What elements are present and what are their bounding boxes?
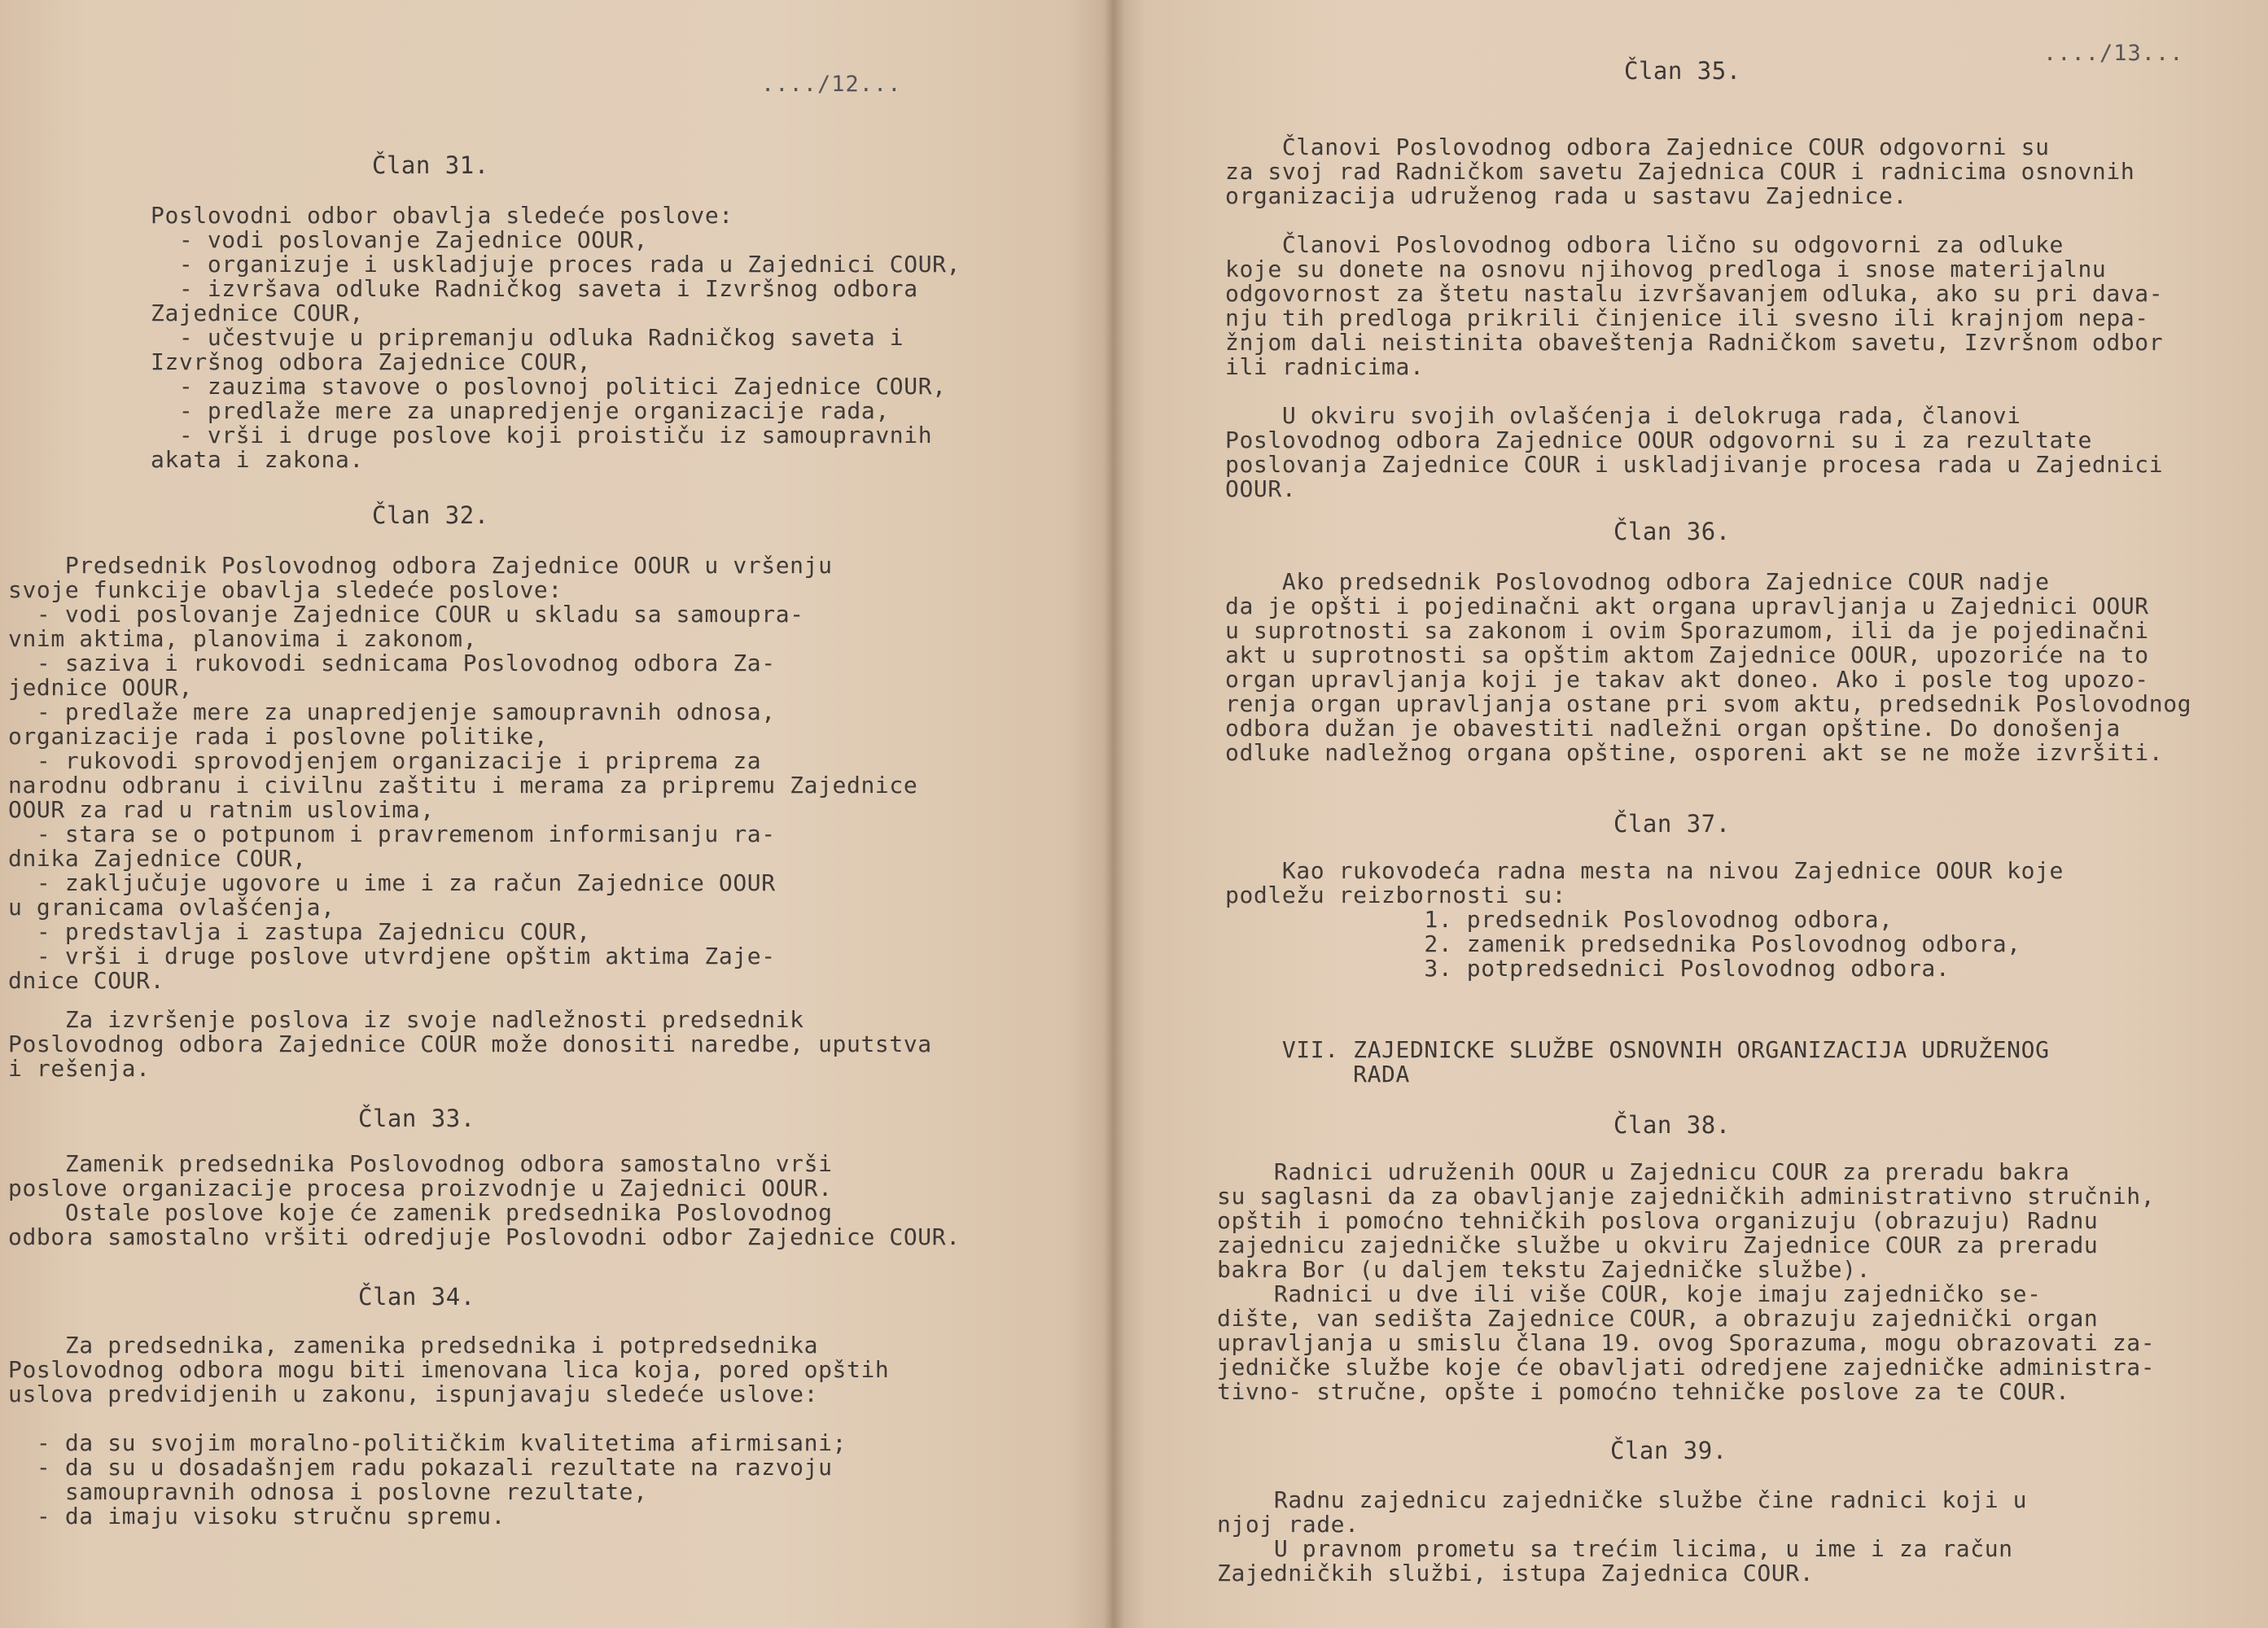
text-line: jednice OOUR,: [8, 674, 193, 701]
text-line: renja organ upravljanja ostane pri svom aktu, predsednik Poslovodnog: [1225, 690, 2192, 717]
text-line: Poslovodni odbor obavlja sledeće poslove:: [151, 202, 733, 229]
article-body: [0, 1008, 932, 1081]
text-line: dnika Zajednice COUR,: [8, 845, 307, 872]
article-heading: Član 32.: [372, 501, 489, 529]
text-line: i rešenja.: [8, 1055, 151, 1082]
text-line: - da su u dosadašnjem radu pokazali rezultate na razvoju: [8, 1454, 833, 1481]
text-line: akt u suprotnosti sa opštim aktom Zajednice OOUR, upozoriće na to: [1225, 641, 2149, 668]
article-body: [0, 554, 917, 993]
text-line: - saziva i rukovodi sednicama Poslovodnog odbora Za-: [8, 650, 776, 676]
text-line: Radnici u dve ili više COUR, koje imaju zajedničko se-: [1217, 1280, 2042, 1307]
article-body: [0, 1333, 889, 1529]
article-heading: Član 33.: [358, 1105, 475, 1132]
page-number: ..../13...: [2043, 41, 2184, 66]
text-line: Zajedničkih službi, istupa Zajednica COUR.: [1217, 1560, 1815, 1586]
text-line: samoupravnih odnosa i poslovne rezultate,: [8, 1478, 648, 1505]
text-line: poslovanja Zajednice COUR i uskladjivanje procesa rada u Zajednici: [1225, 451, 2164, 478]
text-line: 3. potpredsednici Poslovodnog odbora.: [1225, 955, 1951, 982]
text-line: - vodi poslovanje Zajednice OOUR,: [151, 226, 649, 253]
article-body: [0, 1152, 961, 1249]
section-title: [1225, 1038, 2050, 1087]
text-line: Kao rukovodeća radna mesta na nivou Zajednice OOUR koje: [1225, 857, 2064, 884]
text-line: Radnu zajednicu zajedničke službe čine radnici koji u: [1217, 1486, 2028, 1513]
text-line: [1225, 379, 2163, 404]
text-line: - organizuje i uskladjuje proces rada u Zajednici COUR,: [151, 251, 961, 278]
text-line: organizacija udruženog rada u sastavu Zajednice.: [1225, 182, 1907, 209]
text-line: svoje funkcije obavlja sledeće poslove:: [8, 576, 563, 603]
text-line: ili radnicima.: [1225, 353, 1425, 380]
text-line: - zaključuje ugovore u ime i za račun Zajednice OOUR: [8, 869, 776, 896]
text-line: Ostale poslove koje će zamenik predsednika Poslovodnog: [8, 1199, 833, 1226]
article-body: [1225, 570, 2191, 765]
text-line: akata i zakona.: [151, 446, 364, 473]
text-line: organizacije rada i poslovne politike,: [8, 723, 549, 750]
text-line: Članovi Poslovodnog odbora lično su odgovorni za odluke: [1225, 231, 2064, 258]
text-line: nju tih predloga prikrili činjenice ili svesno ili krajnjom nepa-: [1225, 304, 2149, 331]
text-line: vnim aktima, planovima i zakonom,: [8, 625, 478, 652]
text-line: - vrši i druge poslove utvrdjene opštim aktima Zaje-: [8, 943, 776, 969]
right-page: [1111, 0, 2268, 1628]
text-line: 1. predsednik Poslovodnog odbora,: [1225, 906, 1894, 933]
article-heading: Član 31.: [372, 151, 489, 179]
text-line: žnjom dali neistinita obaveštenja Radničkom savetu, Izvršnom odbor: [1225, 329, 2164, 356]
text-line: - vrši i druge poslove koji proističu iz samoupravnih: [151, 422, 933, 449]
text-line: OOUR za rad u ratnim uslovima,: [8, 796, 435, 823]
text-line: Izvršnog odbora Zajednice COUR,: [151, 348, 592, 375]
article-heading: Član 38.: [1613, 1111, 1731, 1139]
article-body: [1217, 1160, 2155, 1404]
text-line: u granicama ovlašćenja,: [8, 894, 335, 921]
text-line: Predsednik Poslovodnog odbora Zajednice OOUR u vršenju: [8, 552, 833, 579]
left-page: [0, 0, 1111, 1628]
text-line: - izvršava odluke Radničkog saveta i Izvršnog odbora: [151, 275, 918, 302]
text-line: su saglasni da za obavljanje zajedničkih administrativno stručnih,: [1217, 1183, 2156, 1210]
text-line: poslove organizacije procesa proizvodnje u Zajednici OOUR.: [8, 1175, 833, 1201]
text-line: dište, van sedišta Zajednice COUR, a obrazuju zajednički organ: [1217, 1305, 2099, 1332]
text-line: - predstavlja i zastupa Zajednicu COUR,: [8, 918, 591, 945]
text-line: organ upravljanja koji je takav akt doneo. Ako i posle tog upozo-: [1225, 666, 2149, 693]
text-line: Poslovodnog odbora Zajednice COUR može donositi naredbe, uputstva: [8, 1031, 932, 1057]
text-line: - da imaju visoku stručnu spremu.: [8, 1503, 506, 1530]
text-line: odluke nadležnog organa opštine, osporeni akt se ne može izvršiti.: [1225, 739, 2164, 766]
text-line: narodnu odbranu i civilnu zaštitu i merama za pripremu Zajednice: [8, 772, 918, 799]
text-line: Ako predsednik Poslovodnog odbora Zajednice COUR nadje: [1225, 568, 2050, 595]
text-line: U pravnom prometu sa trećim licima, u ime i za račun: [1217, 1535, 2013, 1562]
page-number: ..../12...: [761, 72, 902, 97]
text-line: U okviru svojih ovlašćenja i delokruga rada, članovi: [1225, 402, 2021, 429]
article-body: [0, 204, 961, 472]
text-line: podležu reizbornosti su:: [1225, 882, 1566, 908]
text-line: Poslovodnog odbora Zajednice OOUR odgovorni su i za rezultate: [1225, 427, 2092, 453]
text-line: [1225, 208, 2163, 233]
text-line: njoj rade.: [1217, 1511, 1359, 1538]
text-line: - rukovodi sprovodjenjem organizacije i priprema za: [8, 747, 762, 774]
text-line: odbora dužan je obavestiti nadležni organ opštine. Do donošenja: [1225, 715, 2121, 742]
text-line: - vodi poslovanje Zajednice COUR u skladu sa samoupra-: [8, 601, 804, 628]
article-heading: Član 34.: [358, 1283, 475, 1311]
text-line: tivno- stručne, opšte i pomoćno tehničke poslove za te COUR.: [1217, 1378, 2070, 1405]
text-line: - učestvuje u pripremanju odluka Radničkog saveta i: [151, 324, 904, 351]
text-line: uslova predvidjenih u zakonu, ispunjavaju sledeće uslove:: [8, 1381, 819, 1407]
text-line: OOUR.: [1225, 475, 1297, 502]
text-line: za svoj rad Radničkom savetu Zajednica COUR i radnicima osnovnih: [1225, 158, 2135, 185]
text-line: Zajednice COUR,: [151, 300, 364, 326]
text-line: Za predsednika, zamenika predsednika i potpredsednika: [8, 1332, 819, 1359]
text-line: odgovornost za štetu nastalu izvršavanjem odluka, ako su pri dava-: [1225, 280, 2164, 307]
text-line: [0, 1407, 889, 1431]
article-heading: Član 36.: [1613, 518, 1731, 545]
text-line: opštih i pomoćno tehničkih poslova organizuju (obrazuju) Radnu: [1217, 1207, 2099, 1234]
text-line: Radnici udruženih OOUR u Zajednicu COUR za preradu bakra: [1217, 1158, 2070, 1185]
article-body: [1217, 1488, 2027, 1586]
article-body: [1225, 859, 2064, 981]
text-line: Poslovodnog odbora mogu biti imenovana lica koja, pored opštih: [8, 1356, 890, 1383]
text-line: upravljanja u smislu člana 19. ovog Sporazuma, mogu obrazovati za-: [1217, 1329, 2156, 1356]
text-line: koje su donete na osnovu njihovog predloga i snose materijalnu: [1225, 256, 2107, 282]
article-heading: Član 35.: [1624, 57, 1741, 85]
article-heading: Član 37.: [1613, 810, 1731, 838]
text-line: zajednicu zajedničke službe u okviru Zajednice COUR za preradu: [1217, 1232, 2099, 1258]
text-line: Zamenik predsednika Poslovodnog odbora samostalno vrši: [8, 1150, 833, 1177]
text-line: jedničke službe koje će obavljati odredjene zajedničke administra-: [1217, 1354, 2156, 1381]
article-body: [1225, 135, 2163, 501]
text-line: da je opšti i pojedinačni akt organa upravljanja u Zajednici OOUR: [1225, 593, 2149, 619]
text-line: - stara se o potpunom i pravremenom informisanju ra-: [8, 821, 776, 847]
text-line: Za izvršenje poslova iz svoje nadležnosti predsednik: [8, 1006, 804, 1033]
text-line: RADA: [1225, 1061, 1410, 1088]
text-line: - predlaže mere za unapredjenje samoupravnih odnosa,: [8, 698, 776, 725]
text-line: VII. ZAJEDNICKE SLUŽBE OSNOVNIH ORGANIZACIJA UDRUŽENOG: [1225, 1036, 2050, 1063]
text-line: Članovi Poslovodnog odbora Zajednice COUR odgovorni su: [1225, 133, 2050, 160]
article-heading: Član 39.: [1610, 1437, 1727, 1464]
text-line: - zauzima stavove o poslovnoj politici Zajednice COUR,: [151, 373, 947, 400]
text-line: 2. zamenik predsednika Poslovodnog odbora,: [1225, 930, 2021, 957]
text-line: - predlaže mere za unapredjenje organizacije rada,: [151, 397, 890, 424]
text-line: dnice COUR.: [8, 967, 165, 994]
text-line: odbora samostalno vršiti odredjuje Poslovodni odbor Zajednice COUR.: [8, 1223, 961, 1250]
text-line: u suprotnosti sa zakonom i ovim Sporazumom, ili da je pojedinačni: [1225, 617, 2149, 644]
text-line: - da su svojim moralno-političkim kvalitetima afirmisani;: [8, 1429, 847, 1456]
text-line: bakra Bor (u daljem tekstu Zajedničke službe).: [1217, 1256, 1872, 1283]
